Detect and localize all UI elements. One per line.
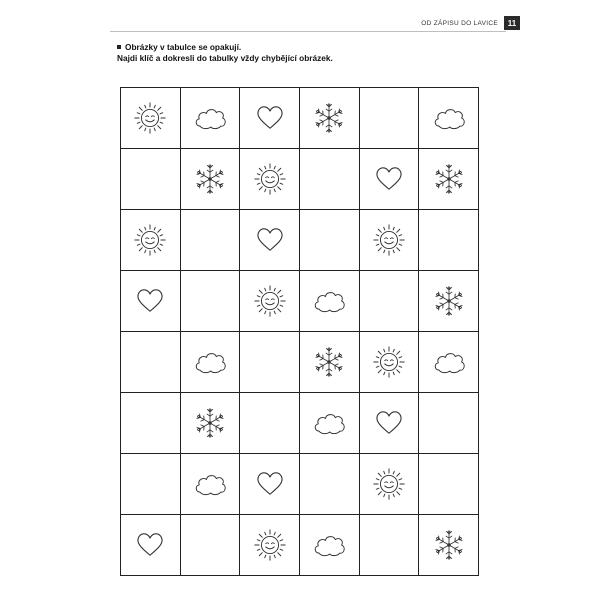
grid-cell — [180, 149, 240, 210]
header-title: OD ZÁPISU DO LAVICE — [421, 19, 498, 27]
empty-grid-cell[interactable] — [121, 149, 181, 210]
sun-icon — [121, 99, 180, 137]
grid-cell — [121, 88, 181, 149]
snowflake-icon — [181, 406, 240, 440]
grid-row — [121, 210, 479, 271]
grid-cell — [240, 88, 300, 149]
sun-icon — [121, 221, 180, 259]
grid-cell — [121, 515, 181, 576]
cloud-icon — [181, 347, 240, 377]
cloud-icon — [181, 103, 240, 133]
sun-icon — [360, 343, 419, 381]
empty-grid-cell[interactable] — [419, 454, 479, 515]
grid-row — [121, 332, 479, 393]
grid-cell — [359, 454, 419, 515]
picture-grid — [120, 87, 479, 576]
grid-row — [121, 88, 479, 149]
empty-grid-cell[interactable] — [359, 88, 419, 149]
cloud-icon — [300, 286, 359, 316]
grid-row — [121, 393, 479, 454]
snowflake-icon — [419, 162, 478, 196]
grid-cell — [240, 149, 300, 210]
cloud-icon — [300, 408, 359, 438]
grid-cell — [180, 393, 240, 454]
empty-grid-cell[interactable] — [419, 210, 479, 271]
grid-cell — [300, 515, 360, 576]
snowflake-icon — [300, 101, 359, 135]
page-number: 11 — [504, 16, 520, 30]
grid-row — [121, 149, 479, 210]
grid-cell — [240, 271, 300, 332]
empty-grid-cell[interactable] — [359, 515, 419, 576]
grid-cell — [240, 515, 300, 576]
empty-grid-cell[interactable] — [300, 210, 360, 271]
grid-cell — [359, 393, 419, 454]
empty-grid-cell[interactable] — [180, 271, 240, 332]
grid-cell — [180, 88, 240, 149]
empty-grid-cell[interactable] — [300, 149, 360, 210]
grid-cell — [180, 454, 240, 515]
snowflake-icon — [181, 162, 240, 196]
sun-icon — [360, 221, 419, 259]
sun-icon — [240, 160, 299, 198]
heart-icon — [240, 105, 299, 131]
sun-icon — [240, 282, 299, 320]
empty-grid-cell[interactable] — [419, 393, 479, 454]
header-divider — [110, 31, 506, 32]
empty-grid-cell[interactable] — [300, 454, 360, 515]
grid-cell — [419, 332, 479, 393]
grid-cell — [240, 454, 300, 515]
empty-grid-cell[interactable] — [359, 271, 419, 332]
grid-row — [121, 515, 479, 576]
bullet-icon — [117, 45, 121, 49]
empty-grid-cell[interactable] — [121, 393, 181, 454]
grid-cell — [419, 88, 479, 149]
cloud-icon — [419, 347, 478, 377]
empty-grid-cell[interactable] — [121, 454, 181, 515]
instruction-line-1: Obrázky v tabulce se opakují. — [125, 42, 242, 52]
grid-cell — [359, 210, 419, 271]
heart-icon — [240, 227, 299, 253]
grid-cell — [300, 88, 360, 149]
grid-cell — [180, 332, 240, 393]
grid-cell — [121, 210, 181, 271]
cloud-icon — [300, 530, 359, 560]
cloud-icon — [419, 103, 478, 133]
empty-grid-cell[interactable] — [240, 393, 300, 454]
grid-cell — [121, 271, 181, 332]
heart-icon — [240, 471, 299, 497]
page-header — [421, 16, 520, 30]
grid-cell — [240, 210, 300, 271]
grid-cell — [300, 332, 360, 393]
sun-icon — [360, 465, 419, 503]
grid-row — [121, 454, 479, 515]
heart-icon — [360, 410, 419, 436]
grid-cell — [300, 271, 360, 332]
snowflake-icon — [419, 284, 478, 318]
empty-grid-cell[interactable] — [180, 515, 240, 576]
grid-cell — [300, 393, 360, 454]
snowflake-icon — [419, 528, 478, 562]
empty-grid-cell[interactable] — [240, 332, 300, 393]
grid-cell — [419, 271, 479, 332]
sun-icon — [240, 526, 299, 564]
grid-cell — [359, 149, 419, 210]
heart-icon — [121, 532, 180, 558]
heart-icon — [121, 288, 180, 314]
task-instructions — [117, 42, 333, 63]
instruction-line-2: Najdi klíč a dokresli do tabulky vždy chybějící obrázek. — [117, 52, 333, 63]
grid-cell — [419, 149, 479, 210]
empty-grid-cell[interactable] — [180, 210, 240, 271]
snowflake-icon — [300, 345, 359, 379]
cloud-icon — [181, 469, 240, 499]
grid-row — [121, 271, 479, 332]
heart-icon — [360, 166, 419, 192]
grid-cell — [359, 332, 419, 393]
empty-grid-cell[interactable] — [121, 332, 181, 393]
grid-cell — [419, 515, 479, 576]
